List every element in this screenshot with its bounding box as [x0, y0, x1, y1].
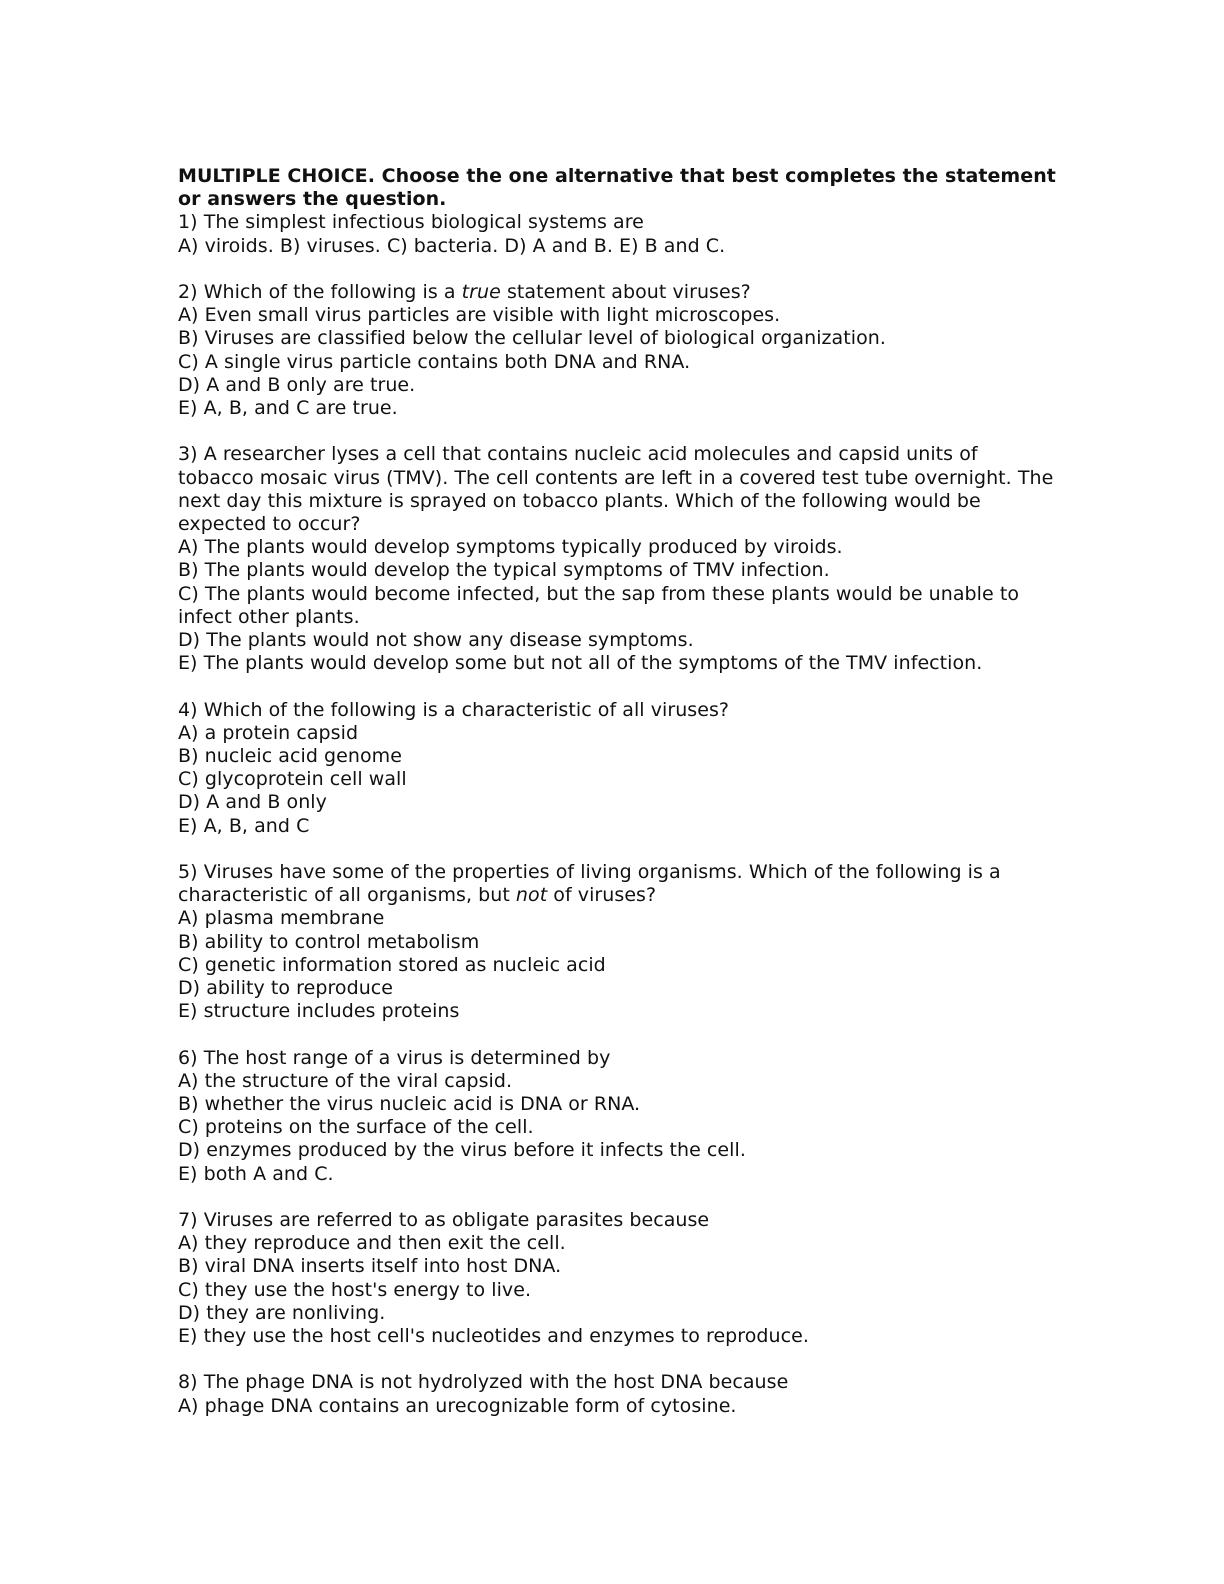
answer-option: C) they use the host's energy to live.: [178, 1278, 532, 1301]
instructions-heading: MULTIPLE CHOICE. Choose the one alternative that best completes the statement or answers the question.: [178, 165, 1056, 211]
answer-option: B) whether the virus nucleic acid is DNA or RNA.: [178, 1093, 641, 1116]
answer-option: E) they use the host cell's nucleotides and enzymes to reproduce.: [178, 1325, 809, 1348]
question-2: [178, 281, 1058, 420]
answer-option: D) enzymes produced by the virus before it infects the cell.: [178, 1139, 746, 1162]
emphasized-word: true: [461, 281, 501, 303]
question-stem: [178, 861, 1058, 907]
answer-option: C) glycoprotein cell wall: [178, 768, 407, 791]
answer-option: E) structure includes proteins: [178, 1000, 460, 1023]
answer-option: A) they reproduce and then exit the cell.: [178, 1232, 566, 1255]
question-stem: [178, 281, 1058, 304]
answer-option: A) a protein capsid: [178, 721, 359, 744]
question-stem-text: statement about viruses?: [500, 281, 751, 303]
answer-option: A) plasma membrane: [178, 907, 385, 930]
answer-option: A) phage DNA contains an urecognizable form of cytosine.: [178, 1394, 737, 1417]
answer-option: C) The plants would become infected, but the sap from these plants would be unable to infect other plants.: [178, 582, 1020, 628]
answer-option: D) A and B only: [178, 791, 327, 814]
question-stem: 7) Viruses are referred to as obligate parasites because: [178, 1209, 710, 1232]
answer-option: B) nucleic acid genome: [178, 745, 402, 768]
answer-option: B) The plants would develop the typical symptoms of TMV infection.: [178, 559, 830, 582]
question-stem: 8) The phage DNA is not hydrolyzed with the host DNA because: [178, 1371, 789, 1394]
answer-option: D) ability to reproduce: [178, 977, 394, 1000]
question-3: [178, 443, 1058, 675]
answer-options: A) viroids. B) viruses. C) bacteria. D) A and B. E) B and C.: [178, 234, 726, 257]
answer-option: B) viral DNA inserts itself into host DNA.: [178, 1255, 562, 1278]
question-8: [178, 1371, 1058, 1417]
answer-option: B) Viruses are classified below the cellular level of biological organization.: [178, 327, 886, 350]
question-5: [178, 861, 1058, 1023]
question-7: [178, 1209, 1058, 1348]
answer-option: E) both A and C.: [178, 1162, 334, 1185]
answer-option: E) A, B, and C: [178, 814, 310, 837]
question-stem: 4) Which of the following is a characteristic of all viruses?: [178, 698, 730, 721]
question-stem-text: 5) Viruses have some of the properties of living organisms. Which of the following is a characteristic of all organisms, but: [178, 861, 1001, 907]
answer-option: E) A, B, and C are true.: [178, 397, 398, 420]
answer-option: D) they are nonliving.: [178, 1301, 386, 1324]
answer-option: C) proteins on the surface of the cell.: [178, 1116, 534, 1139]
answer-option: C) genetic information stored as nucleic acid: [178, 953, 606, 976]
answer-option: B) ability to control metabolism: [178, 930, 480, 953]
answer-option: C) A single virus particle contains both DNA and RNA.: [178, 350, 691, 373]
answer-option: A) Even small virus particles are visible with light microscopes.: [178, 304, 781, 327]
emphasized-word: not: [515, 884, 548, 907]
question-stem-text: of viruses?: [547, 884, 657, 907]
answer-option: D) A and B only are true.: [178, 373, 416, 396]
question-4: [178, 699, 1058, 838]
answer-option: E) The plants would develop some but not all of the symptoms of the TMV infection.: [178, 652, 983, 675]
document-page: [178, 165, 1058, 1441]
question-stem: 6) The host range of a virus is determined by: [178, 1046, 611, 1069]
answer-option: D) The plants would not show any disease symptoms.: [178, 629, 694, 652]
question-stem: 1) The simplest infectious biological systems are: [178, 211, 644, 234]
answer-option: A) The plants would develop symptoms typically produced by viroids.: [178, 536, 843, 559]
question-stem-text: 2) Which of the following is a: [178, 281, 462, 303]
question-6: [178, 1047, 1058, 1186]
answer-option: A) the structure of the viral capsid.: [178, 1069, 513, 1092]
question-stem: 3) A researcher lyses a cell that contains nucleic acid molecules and capsid units of tobacco mosaic virus (TMV). The cell contents are left in a covered test tube overnight. The next day this mixture is sprayed on tobacco plants. Which of the following would be expected to occur?: [178, 443, 1054, 536]
question-1: [178, 211, 1058, 257]
